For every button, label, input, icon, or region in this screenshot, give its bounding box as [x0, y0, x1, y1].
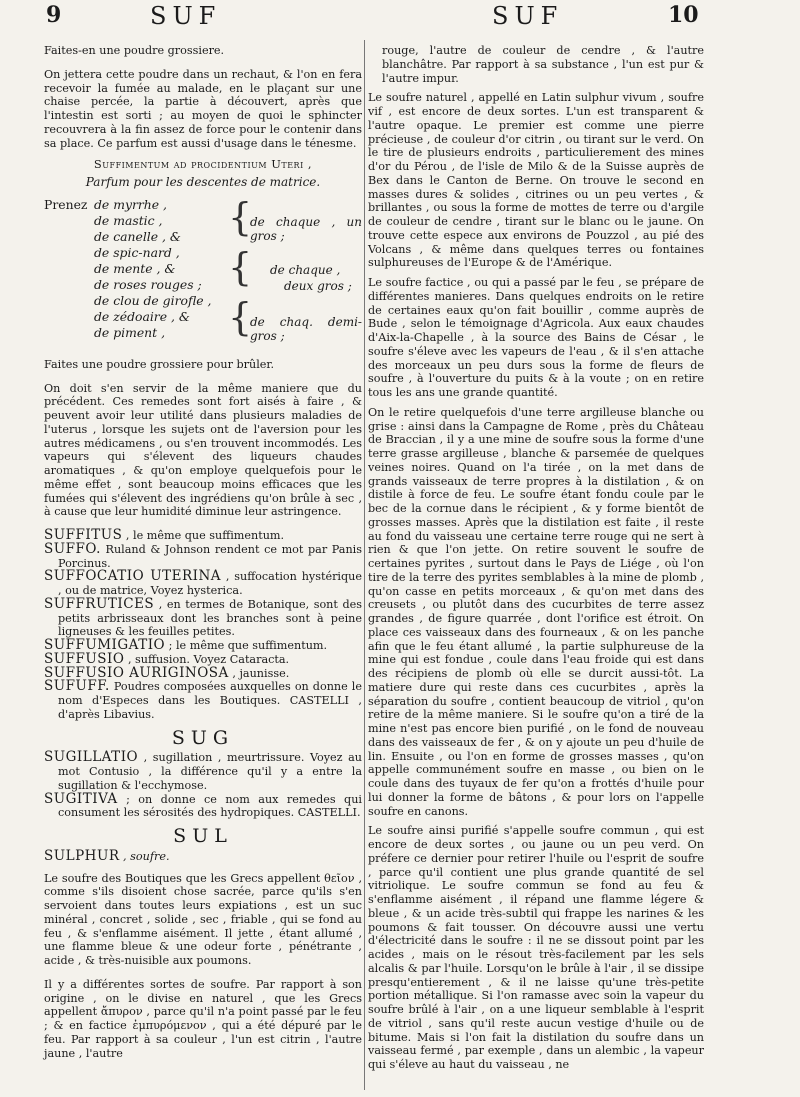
section-heading: SUG — [171, 726, 235, 749]
entry-headword: SUFFUSIO — [44, 650, 125, 667]
entry-text: Ruland & Johnson rendent ce mot par Panis Porcinus. — [58, 542, 362, 570]
entry-text: ; le même que suffimentum. — [165, 639, 328, 652]
recipe-subtitle: Parfum pour les descentes de matrice. — [85, 175, 321, 189]
ingredient: de canelle , & — [94, 228, 181, 244]
entry-headword: SUFFOCATIO UTERINA — [44, 568, 222, 585]
paragraph: Faites-en une poudre grossiere. — [44, 44, 225, 57]
entry-text: , suffusion. Voyez Cataracta. — [124, 652, 290, 666]
recipe-prenez: Prenez — [44, 196, 88, 212]
entry-headword: SUFFITUS — [44, 527, 123, 543]
entry-text: , suffocation hystérique , ou de matrice, Voyez hysterica. — [58, 570, 362, 597]
entry-list — [44, 529, 362, 722]
dictionary-entry — [44, 847, 362, 864]
brace-icon: { — [228, 294, 253, 339]
running-head-left: SUF — [150, 2, 222, 30]
paragraph: On jettera cette poudre dans un rechaut, & l'on en fera recevoir la fumée au malade, en le plaçant sur une chaise percée, la partie à découvert, après que l'intestin est sorti ; au moyen de quoi le sphincter recouvrera à la fin assez de force pour le contenir dans sa place. Ce parfum est aussi d'usage dans le ténesme. — [44, 67, 362, 150]
entry-text: Poudres composées auxquelles on donne le nom d'Especes dans les Boutiques. CASTELLI , d'après Libavius. — [58, 680, 362, 721]
paragraph: Le soufre des Boutiques que les Grecs appellent θεῖον , comme s'ils disoient chose sacrée, parce qu'ils s'en servoient dans toutes leurs expiations , est un suc minéral , concret , solide , sec , friable , qui se fond au feu , & s'enflamme aisément. Il jette , étant allumé , une flamme bleue & une odeur forte , pénétrante , acide , & très-nuisible aux poumons. — [44, 871, 362, 967]
column-divider — [364, 40, 365, 1090]
page-number-left: 9 — [46, 2, 62, 28]
recipe-title: Suffimentum ad procidentium Uteri , — [93, 157, 313, 172]
entry-text: ; on donne ce nom aux remedes qui consument les sérosités des hydropiques. CASTELLI. — [58, 792, 362, 820]
right-column — [368, 44, 704, 1078]
entry-headword: SULPHUR — [44, 847, 120, 864]
paragraph: Le soufre ainsi purifié s'appelle soufre commun , qui est encore de deux sortes , ou jaune ou un peu verd. On préfere ce dernier pour retirer l'huile ou l'esprit de soufre , parce qu'il contient une plus grande quantité de sel vitriolique. Le soufre commun se fond au feu & s'enflamme aisément , il répand une flamme légere & bleue , & un acide très-subtil qui frappe les narines & les poumons & fait tousser. On découvre aussi une vertu d'électricité dans le soufre : il ne se dissout point par les acides , mais on le résout très-facilement par les sels alcalis & par l'huile. Lorsqu'on le brûle à l'air , il se dissipe presqu'entierement , & il ne laisse qu'une très-petite portion métallique. Si l'on ramasse avec soin la vapeur du soufre brûlé à l'air , on a une liqueur semblable à l'esprit de vitriol , sans qu'il reste aucun vestige d'huile ou de bitume. Mais si l'on fait la distilation du soufre dans un vaisseau fermé , par exemple , dans un alembic , la vapeur qui s'éleve au haut du vaisseau , ne — [368, 824, 704, 1071]
entry-headword: SUFUFF. — [44, 678, 110, 695]
ingredient: de spic-nard , — [94, 244, 180, 260]
entry-headword: SUFFRUTICES — [44, 595, 155, 612]
section-heading: SUL — [173, 825, 233, 847]
entry-headword: SUGILLATIO — [44, 749, 139, 766]
quantity-label: de chaque , — [270, 262, 341, 277]
ingredient: de mente , & — [94, 260, 176, 276]
ingredient: de clou de girofle , — [94, 292, 212, 308]
quantity-label: de chaq. demi-gros ; — [250, 314, 362, 343]
entry-text: , soufre. — [119, 849, 170, 863]
ingredient: de myrrhe , — [94, 196, 167, 212]
paragraph: rouge, l'autre de couleur de cendre , & l'autre blanchâtre. Par rapport à sa substance , l'un est pur & l'autre impur. — [382, 44, 704, 85]
entry-text: , en termes de Botanique, sont des petits arbrisseaux dont les branches sont à peine ligneuses & les feuilles petites. — [58, 597, 362, 639]
running-head-right: SUF — [492, 2, 564, 30]
dictionary-entry — [44, 595, 362, 639]
entry-text: , jaunisse. — [228, 666, 290, 680]
quantity-label: deux gros ; — [284, 278, 352, 293]
ingredient: de roses rouges ; — [94, 276, 202, 292]
dictionary-entry — [44, 751, 362, 792]
paragraph: Faites une poudre grossiere pour brûler. — [44, 357, 275, 371]
paragraph: On le retire quelquefois d'une terre argilleuse blanche ou grise : ainsi dans la Campagne de Rome , près du Château de Braccian , il y a une mine de soufre sous la forme d'une terre grasse argilleuse , blanche & parsemée de quelques veines noires. Quand on l'a tirée , on la met dans de grands vaisseaux de terre propres à la distilation , & on distile à force de feu. Le soufre étant fondu coule par le bec de la cornue dans le récipient , & y forme bientôt de grosses masses. Après que la distilation est faite , il reste au fond du vaisseau une certaine terre rouge qui ne sert à rien & que l'on jette. On retire souvent le soufre de certaines pyrites , surtout dans le Pays de Liége , où l'on tire de la terre des pyrites semblables à la mine de plomb , qu'on casse en petits morceaux , & qu'on met dans des creusets , ou plutôt dans des cucurbites de terre assez grandes , de figure quarrée , dont l'orifice est étroit. On place ces vaisseaux dans des fourneaux , & on les panche afin que le feu étant allumé , la partie sulphureuse de la mine qui est fondue , coule dans l'eau froide qui est dans des récipiens de plomb où elle se durcit aussi-tôt. La matiere dure qui reste dans ces cucurbites , après la séparation du soufre , contient beaucoup de vitriol , qu'on retire de la même maniere. Si le soufre qu'on a tiré de la mine n'est pas encore bien purifié , on le fond de nouveau dans des vaisseaux de fer , & on y ajoute un peu d'huile de lin. Ensuite , ou l'on en forme de grosses masses , qu'on appelle communément soufre en masse , ou bien on le coule dans des tuyaux de fer qu'on a frottés d'huile pour lui donner la forme de bâtons , & pour lors on l'appelle soufre en canons. — [368, 405, 704, 818]
dictionary-entry — [44, 680, 362, 721]
dictionary-entry — [44, 540, 362, 571]
entry-text: , le même que suffimentum. — [122, 529, 285, 542]
paragraph: Le soufre factice , ou qui a passé par le feu , se prépare de différentes manieres. Dans quelques endroits on le retire de certaines eaux qu'on fait bouillir , comme auprès de Bude , selon le témoignage d'Agricola. Aux eaux chaudes d'Aix-la-Chapelle , à la source des Bains de César , le soufre s'éleve avec les vapeurs de l'eau , & il s'en attache des morceaux un peu durs sous la forme de fleurs de soufre , à l'ouverture du puits & à la voute ; on en retire tous les ans une grande quantité. — [368, 276, 704, 399]
entry-text: , sugillation , meurtrissure. Voyez au mot Contusio , la différence qu'il y a entre la sugillation & l'ecchymose. — [58, 751, 362, 792]
left-column — [44, 44, 362, 1066]
paragraph: Le soufre naturel , appellé en Latin sulphur vivum , soufre vif , est encore de deux sortes. L'un est transparent & l'autre opaque. Le premier est comme une pierre précieuse , de couleur d'or citrin , ou tirant sur le verd. On le tire de plusieurs endroits , particulierement des mines d'or du Pérou , de l'isle de Milo & de la Suisse auprès de Bex dans le Canton de Berne. On trouve le second en masses dures & solides , citrines ou un peu vertes , & brillantes , ou sous la forme de mottes de terre ou d'argile de couleur de cendre , tirant sur le blanc ou le jaune. On trouve cette espece aux environs de Pouzzol , au pié des Volcans , & même dans quelques terres ou fontaines sulphureuses de l'Europe & de l'Amérique. — [368, 91, 704, 270]
entry-headword: SUFFUSIO AURIGINOSA — [44, 664, 229, 681]
entry-headword: SUGITIVA — [44, 790, 118, 807]
entry-headword: SUFFUMIGATIO — [44, 637, 166, 653]
entry-headword: SUFFO. — [44, 540, 101, 557]
ingredient: de mastic , — [94, 212, 163, 228]
dictionary-entry — [44, 790, 362, 821]
brace-icon: { — [228, 244, 253, 289]
paragraph: Il y a différentes sortes de soufre. Par rapport à son origine , on le divise en naturel , que les Grecs appellent ἄπυρον , parce qu'il n'a point passé par le feu ; & en factice ἐμπυρόμενον , qui a été dépuré par le feu. Par rapport à sa couleur , l'un est citrin , l'autre jaune , l'autre — [44, 977, 362, 1060]
recipe-list — [44, 194, 362, 348]
brace-icon: { — [228, 194, 253, 239]
dictionary-entry — [44, 570, 362, 598]
page-number-right: 10 — [668, 2, 699, 28]
quantity-label: de chaque , un gros ; — [250, 214, 362, 243]
ingredient: de piment , — [94, 324, 166, 340]
ingredient: de zédoaire , & — [94, 308, 190, 324]
paragraph: On doit s'en servir de la même maniere que du précédent. Ces remedes sont fort aisés à faire , & peuvent avoir leur utilité dans plusieurs maladies de l'uterus , lorsque les sujets ont de l'aversion pour les autres médicamens , ou s'en trouvent incommodés. Les vapeurs qui s'élevent des liqueurs chaudes aromatiques , & qu'on employe quelquefois pour le même effet , sont beaucoup moins efficaces que les fumées qui s'élevent des ingrédiens qu'on brûle à sec , à cause que leur humidité diminue leur astringence. — [44, 381, 362, 519]
